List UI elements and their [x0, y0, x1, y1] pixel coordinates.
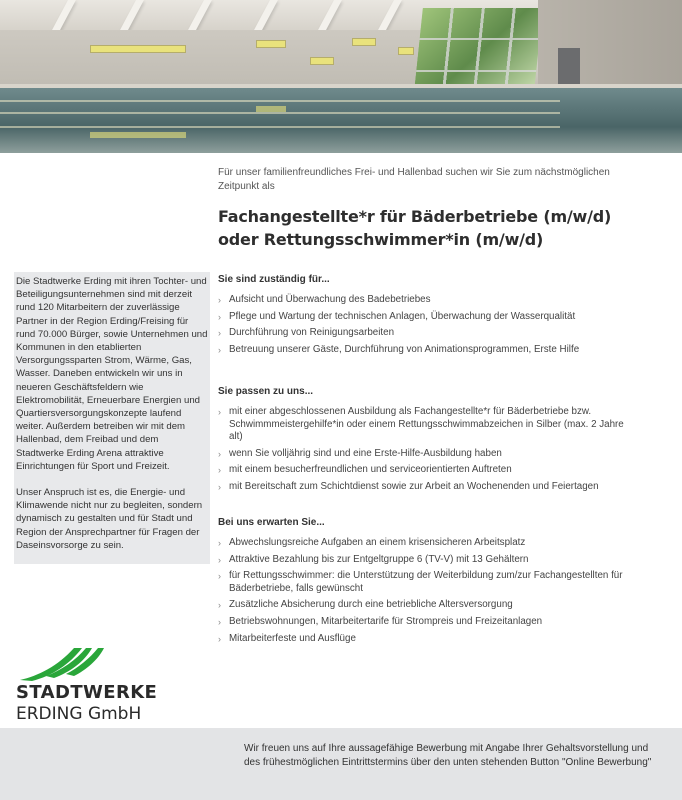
logo-swoosh-icon — [18, 646, 108, 682]
company-description-paragraph: Die Stadtwerke Erding mit ihren Tochter- und Beteiligungsunternehmen sind mit derzeit rund 120 Mitarbeitern der zuverlässige Partner in der Region Erding/Freising für rund 70.000 Bürger, sowie Unternehmen und Kommunen in den etablierten Versorgungssparten Strom, Wärme, Gas, Wasser. Daneben entwickeln wir uns in neueren Geschäftsfeldern wie Elektromobilität, Erneuerbare Energien und Quartiersversorgungskonzepte laufend weiter. Außerdem betreiben wir mit dem Hallenbad, dem Freibad und dem Stadtwerke Erding Arena attraktive Einrichtungen für Sport und Freizeit. — [16, 276, 208, 472]
chevron-right-icon: › — [218, 571, 221, 582]
hero-reflection — [90, 132, 186, 138]
job-title — [218, 205, 658, 251]
chevron-right-icon: › — [218, 600, 221, 611]
list-item: › Zusätzliche Absicherung durch eine betriebliche Altersversorgung — [218, 599, 513, 611]
list-item: › mit einer abgeschlossenen Ausbildung als Fachangestellte*r für Bäderbetriebe bzw. Schwimmmeistergehilfe*in oder einem Rettungsschwimmabzeichen in Silber (max. 2 Jahre alt) — [218, 406, 624, 443]
chevron-right-icon: › — [218, 538, 221, 548]
application-footer — [0, 728, 682, 800]
offer-list — [218, 537, 638, 645]
hero-window — [90, 45, 186, 53]
duties-heading: Sie sind zuständig für... — [218, 274, 330, 285]
stadtwerke-erding-logo — [14, 646, 164, 726]
hero-window — [398, 47, 414, 55]
job-title-line2: oder Rettungsschwimmer*in (m/w/d) — [218, 230, 544, 249]
hero-lane-line — [0, 100, 560, 102]
profile-list — [218, 406, 638, 494]
offer-section — [218, 517, 638, 649]
intro-text: Für unser familienfreundliches Frei- und Hallenbad suchen wir Sie zum nächstmöglichen Zeitpunkt als — [218, 167, 610, 192]
chevron-right-icon: › — [218, 448, 221, 459]
profile-heading: Sie passen zu uns... — [218, 386, 314, 397]
chevron-right-icon: › — [218, 481, 221, 492]
logo-wordmark-primary: STADTWERKE — [16, 682, 158, 703]
chevron-right-icon: › — [218, 633, 221, 644]
chevron-right-icon: › — [218, 616, 221, 627]
list-item: › Aufsicht und Überwachung des Badebetriebes — [218, 294, 431, 305]
list-item: › Durchführung von Reinigungsarbeiten — [218, 327, 395, 339]
job-title-line1: Fachangestellte*r für Bäderbetriebe (m/w/d) — [218, 207, 612, 226]
list-item: › Mitarbeiterfeste und Ausflüge — [218, 632, 356, 644]
list-item: › für Rettungsschwimmer: die Unterstützung der Weiterbildung zum/zur Fachangestellten für Bäderbetriebe, falls gewünscht — [218, 570, 623, 594]
chevron-right-icon: › — [218, 554, 221, 565]
chevron-right-icon: › — [218, 328, 221, 339]
duties-list — [218, 294, 638, 356]
list-item: › Attraktive Bezahlung bis zur Entgeltgruppe 6 (TV-V) mit 13 Gehältern — [218, 553, 529, 565]
chevron-right-icon: › — [218, 311, 221, 322]
chevron-right-icon: › — [218, 295, 221, 305]
list-item: › Betreuung unserer Gäste, Durchführung von Animationsprogrammen, Erste Hilfe — [218, 343, 580, 355]
hero-reflection — [256, 106, 286, 112]
hero-image — [0, 0, 682, 153]
offer-heading: Bei uns erwarten Sie... — [218, 517, 325, 528]
chevron-right-icon: › — [218, 344, 221, 355]
logo-wordmark-secondary: ERDING GmbH — [16, 704, 142, 724]
company-mission-paragraph: Unser Anspruch ist es, die Energie- und Klimawende nicht nur zu begleiten, sondern dynamisch zu gestalten und für Stadt und Region der Ansprechpartner für Fragen der Daseinsvorsorge zu sein. — [16, 487, 203, 551]
company-description-box — [14, 272, 210, 564]
list-item: › Betriebswohnungen, Mitarbeitertarife für Strompreis und Freizeitanlagen — [218, 615, 543, 627]
hero-lane-line — [0, 112, 560, 114]
list-item: › Pflege und Wartung der technischen Anlagen, Überwachung der Wasserqualität — [218, 310, 576, 322]
chevron-right-icon: › — [218, 407, 221, 417]
hero-lane-line — [0, 126, 560, 128]
list-item: › Abwechslungsreiche Aufgaben an einem krisensicheren Arbeitsplatz — [218, 537, 526, 548]
hero-pool-water — [0, 88, 682, 153]
chevron-right-icon: › — [218, 465, 221, 476]
hero-window — [256, 40, 286, 48]
list-item: › wenn Sie volljährig sind und eine Erste-Hilfe-Ausbildung haben — [218, 447, 502, 459]
hero-window — [352, 38, 376, 46]
duties-section — [218, 274, 638, 360]
profile-section — [218, 386, 638, 498]
application-call-to-action: Wir freuen uns auf Ihre aussagefähige Bewerbung mit Angabe Ihrer Gehaltsvorstellung und des frühestmöglichen Eintrittstermins über den unten stehenden Button "Online Bewerbung" — [244, 743, 652, 768]
hero-window — [310, 57, 334, 65]
list-item: › mit Bereitschaft zum Schichtdienst sowie zur Arbeit an Wochenenden und Feiertagen — [218, 480, 599, 492]
list-item: › mit einem besucherfreundlichen und serviceorientierten Auftreten — [218, 464, 512, 476]
